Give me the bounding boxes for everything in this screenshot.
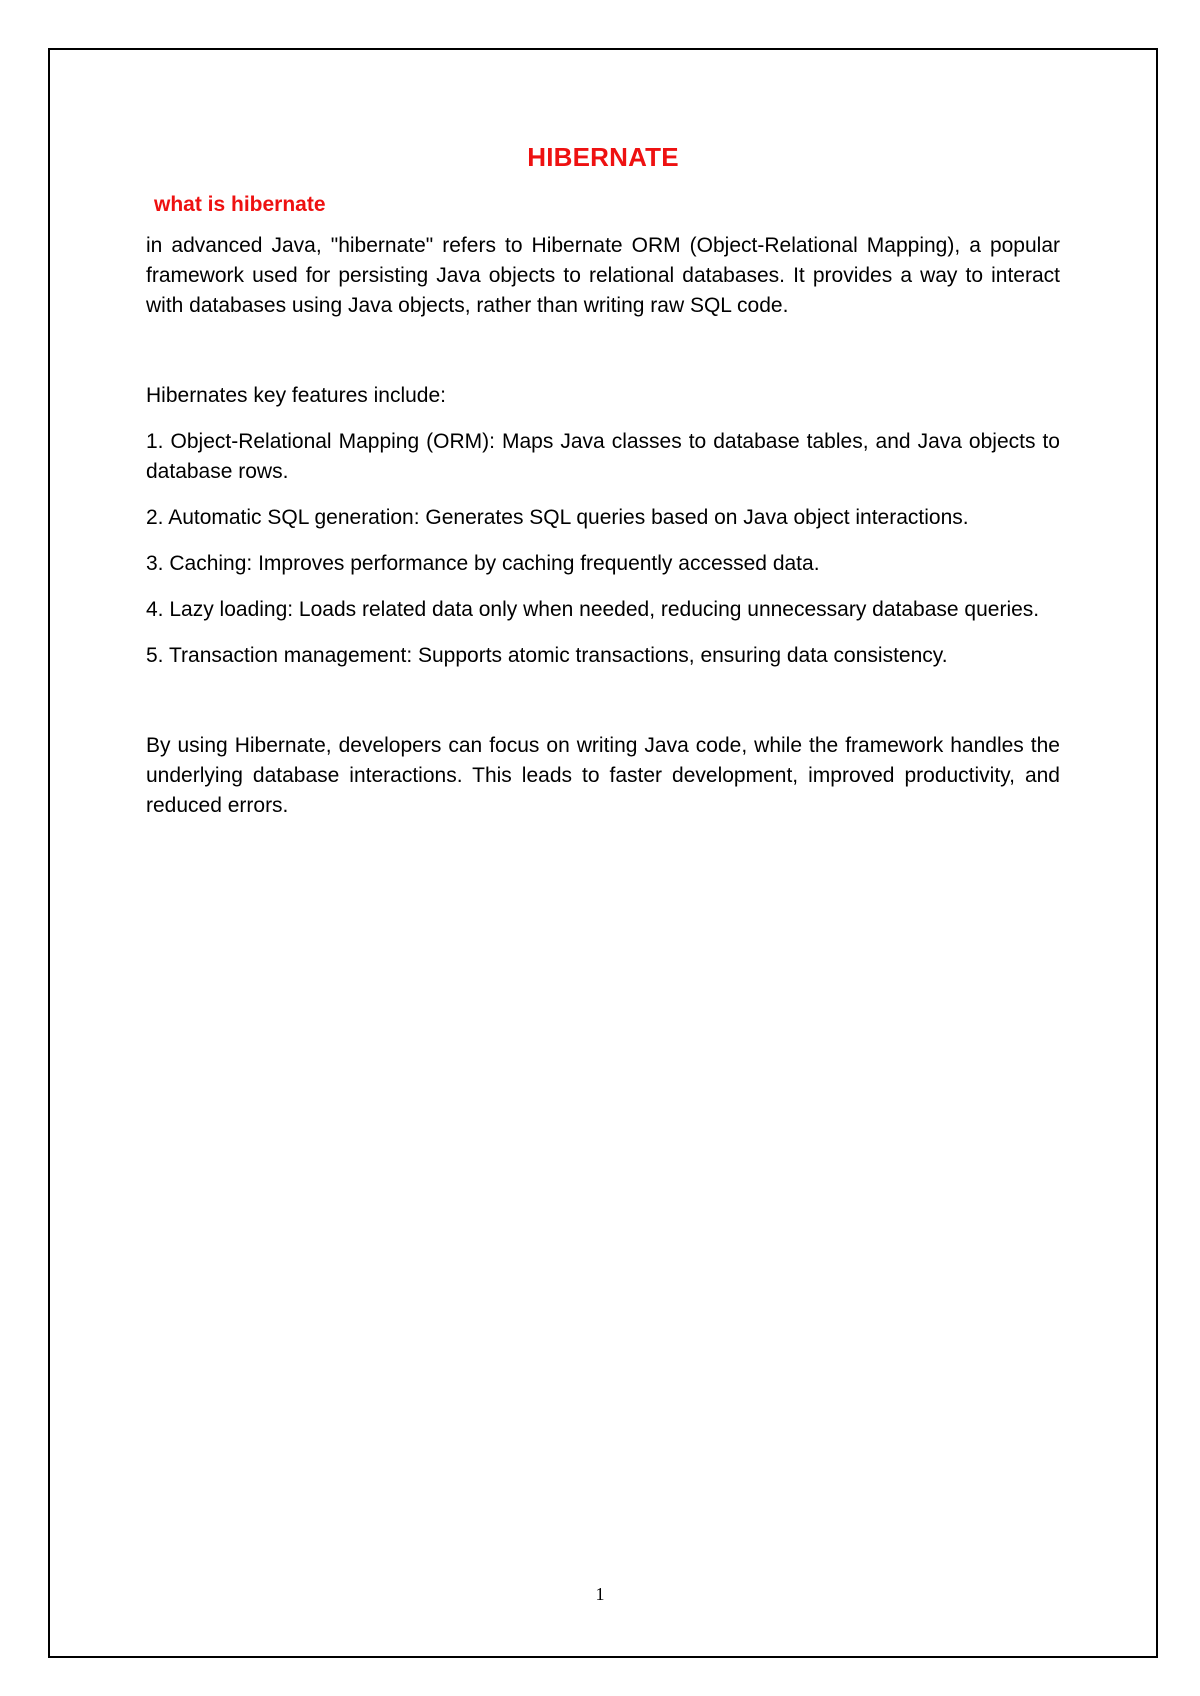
spacer — [146, 687, 1060, 731]
feature-item: 3. Caching: Improves performance by caching frequently accessed data. — [146, 552, 820, 575]
features-heading: Hibernates key features include: — [146, 384, 446, 407]
feature-item: 4. Lazy loading: Loads related data only when needed, reducing unnecessary database queries. — [146, 598, 1040, 621]
feature-item: 2. Automatic SQL generation: Generates SQL queries based on Java object interactions. — [146, 506, 969, 529]
document-content — [146, 142, 1060, 837]
feature-item: 5. Transaction management: Supports atomic transactions, ensuring data consistency. — [146, 644, 948, 667]
spacer — [146, 337, 1060, 381]
section-heading: what is hibernate — [154, 193, 326, 216]
conclusion-paragraph: By using Hibernate, developers can focus on writing Java code, while the framework handles the underlying database interactions. This leads to faster development, improved productivity, and reduced errors. — [146, 734, 1060, 817]
feature-item: 1. Object-Relational Mapping (ORM): Maps Java classes to database tables, and Java objects to database rows. — [146, 430, 1060, 483]
page-number: 1 — [595, 1584, 605, 1604]
intro-paragraph: in advanced Java, "hibernate" refers to Hibernate ORM (Object-Relational Mapping), a popular framework used for persisting Java objects to relational databases. It provides a way to interact with databases using Java objects, rather than writing raw SQL code. — [146, 234, 1060, 317]
document-title: HIBERNATE — [527, 142, 679, 172]
